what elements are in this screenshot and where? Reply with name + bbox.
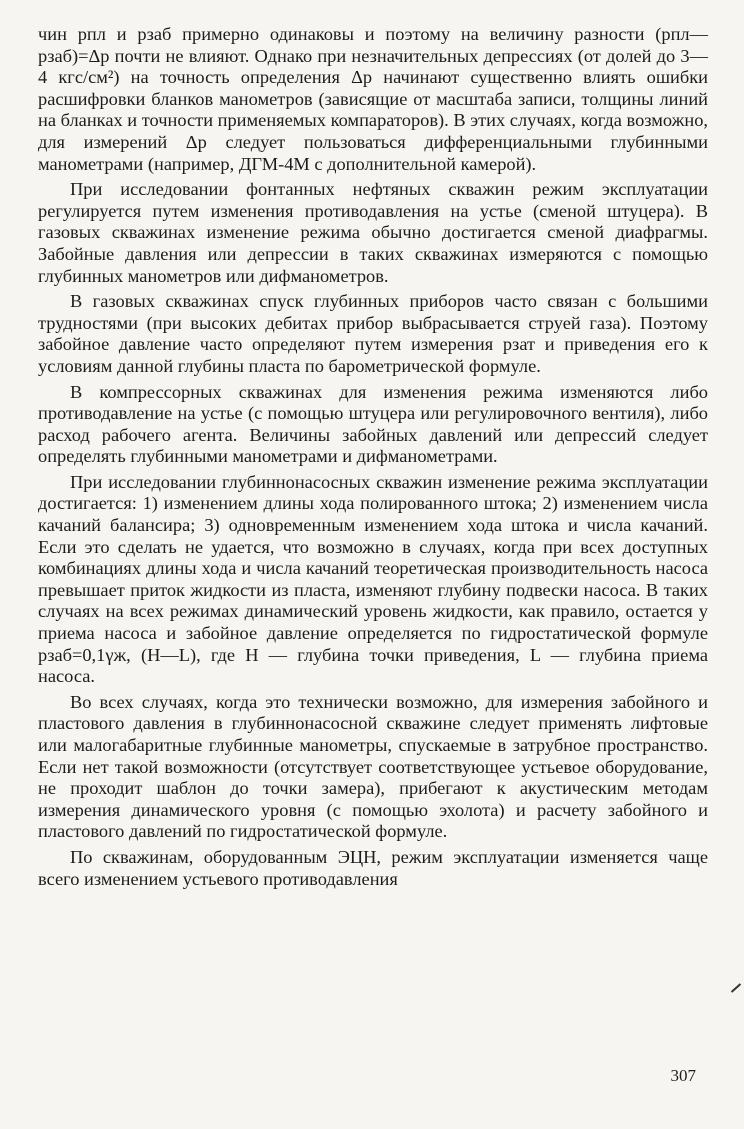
paragraph-7: По скважинам, оборудованным ЭЦН, режим эксплуатации изменяется чаще всего изменением устьевого противодавления: [38, 846, 708, 889]
paragraph-2: При исследовании фонтанных нефтяных скважин режим эксплуатации регулируется путем изменения противодавления на устье (сменой штуцера). В газовых скважинах изменение режима обычно достигается сменой диафрагмы. Забойные давления или депрессии в таких скважинах измеряются с помощью глубинных манометров или дифманометров.: [38, 179, 708, 286]
paragraph-5: При исследовании глубиннонасосных скважин изменение режима эксплуатации достигается: 1) изменением длины хода полированного штока; 2) изменением числа качаний балансира; 3) одновременным изменением хода штока и числа качаний. Если это сделать не удается, что возможно в случаях, когда при всех доступных комбинациях длины хода и числа качаний теоретическая производительность насоса превышает приток жидкости из пласта, изменяют глубину подвески насоса. В таких случаях на всех режимах динамический уровень жидкости, как правило, остается у приема насоса и забойное давление определяется по гидростатической формуле pзаб=0,1γж, (H—L), где H — глубина точки приведения, L — глубина приема насоса.: [38, 471, 708, 687]
page-number: 307: [670, 1066, 696, 1085]
pen-mark: [731, 983, 741, 993]
paragraph-6: Во всех случаях, когда это технически возможно, для измерения забойного и пластового давления в глубиннонасосной скважине следует применять лифтовые или малогабаритные глубинные манометры, спускаемые в затрубное пространство. Если нет такой возможности (отсутствует соответствующее устьевое оборудование, не проходит шаблон до точки замера), прибегают к акустическим методам измерения динамического уровня (с помощью эхолота) и расчету забойного и пластового давлений по гидростатической формуле.: [38, 691, 708, 842]
paragraph-4: В компрессорных скважинах для изменения режима изменяются либо противодавление на устье (с помощью штуцера или регулировочного вентиля), либо расход рабочего агента. Величины забойных давлений или депрессий следует определять глубинными манометрами и дифманометрами.: [38, 381, 708, 467]
paragraph-3: В газовых скважинах спуск глубинных приборов часто связан с большими трудностями (при высоких дебитах прибор выбрасывается струей газа). Поэтому забойное давление часто определяют путем измерения pзат и приведения его к условиям данной глубины пласта по барометрической формуле.: [38, 291, 708, 376]
paragraph-1: чин pпл и pзаб примерно одинаковы и поэтому на величину разности (pпл—pзаб)=Δp почти не влияют. Однако при незначительных депрессиях (от долей до 3—4 кгс/см²) на точность определения Δp начинают существенно влиять ошибки расшифровки бланков манометров (зависящие от масштаба записи, толщины линий на бланках и точности применяемых компараторов). В этих случаях, когда возможно, для измерений Δp следует пользоваться дифференциальными глубинными манометрами (например, ДГМ-4М с дополнительной камерой).: [38, 24, 708, 174]
